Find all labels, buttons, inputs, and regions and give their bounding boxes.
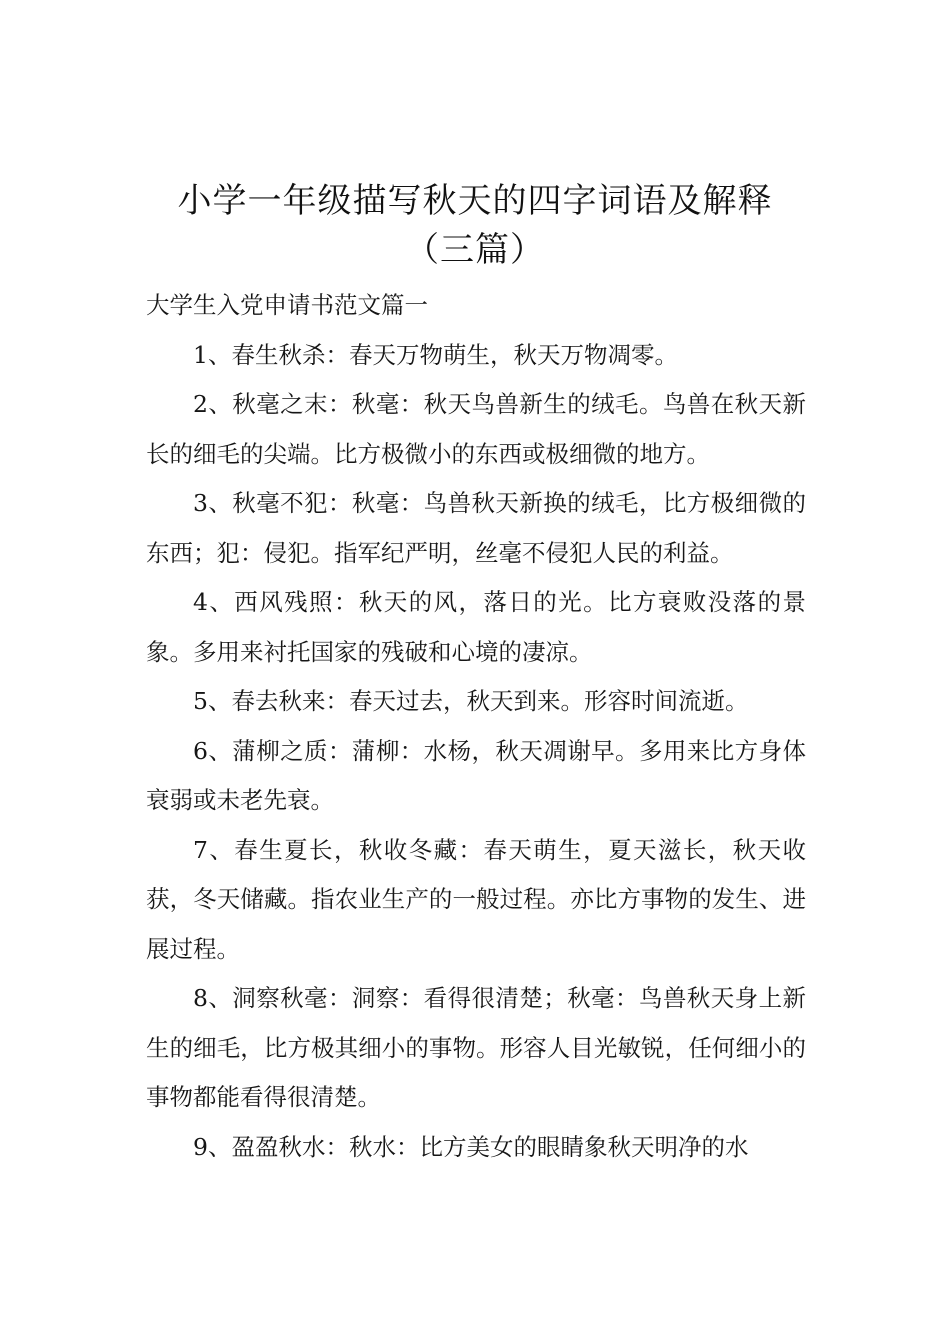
entry-paragraph: 2、秋毫之末：秋毫：秋天鸟兽新生的绒毛。鸟兽在秋天新长的细毛的尖端。比方极微小的东西或极细微的地方。: [146, 390, 806, 468]
section-subtitle: 大学生入党申请书范文篇一: [146, 291, 428, 319]
entry-paragraph: 4、西风残照：秋天的风，落日的光。比方衰败没落的景象。多用来衬托国家的残破和心境的凄凉。: [146, 588, 806, 666]
entry-paragraph: 9、盈盈秋水：秋水：比方美女的眼睛象秋天明净的水: [193, 1132, 749, 1161]
entry-paragraph: 5、春去秋来：春天过去，秋天到来。形容时间流逝。: [193, 687, 749, 715]
entry-paragraph: 1、春生秋杀：春天万物萌生，秋天万物凋零。: [193, 340, 678, 369]
entry-paragraph: 3、秋毫不犯：秋毫：鸟兽秋天新换的绒毛，比方极细微的东西；犯：侵犯。指军纪严明，丝毫不侵犯人民的利益。: [146, 489, 806, 567]
entry-paragraph: 7、春生夏长，秋收冬藏：春天萌生，夏天滋长，秋天收获，冬天储藏。指农业生产的一般过程。亦比方事物的发生、进展过程。: [146, 835, 806, 963]
document-title: 小学一年级描写秋天的四字词语及解释: [177, 181, 773, 221]
document-body: [146, 281, 806, 1172]
document-title-suffix: （三篇）: [405, 230, 545, 270]
entry-paragraph: 6、蒲柳之质：蒲柳：水杨，秋天凋谢早。多用来比方身体衰弱或未老先衰。: [146, 736, 806, 814]
entry-paragraph: 8、洞察秋毫：洞察：看得很清楚；秋毫：鸟兽秋天身上新生的细毛，比方极其细小的事物。形容人目光敏锐，任何细小的事物都能看得很清楚。: [146, 984, 806, 1111]
